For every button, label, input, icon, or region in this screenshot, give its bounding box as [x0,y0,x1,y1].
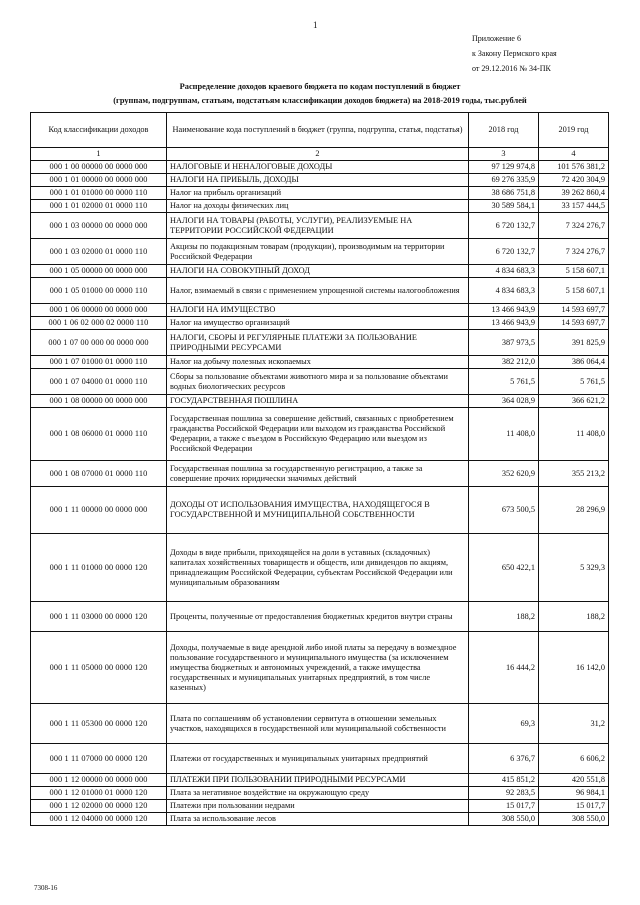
table-row [31,787,609,800]
code-cell: 000 1 08 07000 01 0000 110 [31,461,167,487]
value-2019-cell: 72 420 304,9 [539,174,609,187]
table-row [31,278,609,304]
code-cell: 000 1 01 00000 00 0000 000 [31,174,167,187]
table-row [31,461,609,487]
value-2019-cell: 11 408,0 [539,408,609,461]
appendix-line-1: Приложение 6 [472,34,521,43]
name-cell: Акцизы по подакцизным товарам (продукции), производимым на территории Российской Федерации [167,239,469,265]
value-2019-cell: 39 262 860,4 [539,187,609,200]
value-2019-cell: 308 550,0 [539,813,609,826]
table-row [31,304,609,317]
code-cell: 000 1 08 00000 00 0000 000 [31,395,167,408]
value-2019-cell: 5 329,3 [539,534,609,602]
name-cell: Плата по соглашениям об установлении сервитута в отношении земельных участков, находящихся в государственной или муниципальной собственности [167,704,469,744]
header-code: Код классификации доходов [31,113,167,148]
name-cell: НАЛОГОВЫЕ И НЕНАЛОГОВЫЕ ДОХОДЫ [167,161,469,174]
value-2018-cell: 415 851,2 [469,774,539,787]
table-row [31,704,609,744]
code-cell: 000 1 03 00000 00 0000 000 [31,213,167,239]
table-body [31,161,609,826]
name-cell: ГОСУДАРСТВЕННАЯ ПОШЛИНА [167,395,469,408]
value-2019-cell: 14 593 697,7 [539,317,609,330]
value-2019-cell: 96 984,1 [539,787,609,800]
code-cell: 000 1 11 05300 00 0000 120 [31,704,167,744]
table-row [31,369,609,395]
value-2019-cell: 355 213,2 [539,461,609,487]
value-2019-cell: 6 606,2 [539,744,609,774]
name-cell: Платежи от государственных и муниципальных унитарных предприятий [167,744,469,774]
value-2018-cell: 4 834 683,3 [469,278,539,304]
table-row [31,800,609,813]
value-2018-cell: 6 720 132,7 [469,239,539,265]
value-2019-cell: 33 157 444,5 [539,200,609,213]
code-cell: 000 1 07 00 000 00 0000 000 [31,330,167,356]
value-2019-cell: 15 017,7 [539,800,609,813]
code-cell: 000 1 07 04000 01 0000 110 [31,369,167,395]
value-2019-cell: 366 621,2 [539,395,609,408]
name-cell: Налог на имущество организаций [167,317,469,330]
code-cell: 000 1 11 00000 00 0000 000 [31,487,167,534]
name-cell: Сборы за пользование объектами животного мира и за пользование объектами водных биологических ресурсов [167,369,469,395]
value-2019-cell: 5 158 607,1 [539,278,609,304]
appendix-note [472,31,557,76]
index-4: 4 [539,148,609,161]
name-cell: НАЛОГИ НА СОВОКУПНЫЙ ДОХОД [167,265,469,278]
code-cell: 000 1 08 06000 01 0000 110 [31,408,167,461]
value-2019-cell: 7 324 276,7 [539,239,609,265]
table-row [31,813,609,826]
code-cell: 000 1 11 03000 00 0000 120 [31,602,167,632]
value-2018-cell: 13 466 943,9 [469,317,539,330]
code-cell: 000 1 05 01000 00 0000 110 [31,278,167,304]
name-cell: Доходы, получаемые в виде арендной либо иной платы за передачу в возмездное пользование государственного и муниципального имущества (за исключением имущества бюджетных и автономных учреждений, а также имущества государственных и муниципальных унитарных предприятий, в том числе казенных) [167,632,469,704]
title-line-2: (группам, подгруппам, статьям, подстатьям классификации доходов бюджета) на 2018-2019 годы, тыс.рублей [113,96,527,105]
value-2018-cell: 4 834 683,3 [469,265,539,278]
index-3: 3 [469,148,539,161]
value-2018-cell: 13 466 943,9 [469,304,539,317]
table-header-row [31,113,609,148]
code-cell: 000 1 11 01000 00 0000 120 [31,534,167,602]
table-row [31,265,609,278]
value-2019-cell: 31,2 [539,704,609,744]
value-2018-cell: 38 686 751,8 [469,187,539,200]
document-title [30,80,610,108]
value-2019-cell: 7 324 276,7 [539,213,609,239]
table-row [31,774,609,787]
table-row [31,161,609,174]
header-2019: 2019 год [539,113,609,148]
name-cell: ДОХОДЫ ОТ ИСПОЛЬЗОВАНИЯ ИМУЩЕСТВА, НАХОДЯЩЕГОСЯ В ГОСУДАРСТВЕННОЙ И МУНИЦИПАЛЬНОЙ СОБСТВЕННОСТИ [167,487,469,534]
revenue-table [30,112,609,826]
header-name: Наименование кода поступлений в бюджет (группа, подгруппа, статья, подстатья) [167,113,469,148]
name-cell: НАЛОГИ НА ПРИБЫЛЬ, ДОХОДЫ [167,174,469,187]
name-cell: Плата за использование лесов [167,813,469,826]
value-2018-cell: 352 620,9 [469,461,539,487]
value-2018-cell: 92 283,5 [469,787,539,800]
value-2019-cell: 16 142,0 [539,632,609,704]
table-row [31,632,609,704]
value-2018-cell: 69 276 335,9 [469,174,539,187]
value-2019-cell: 101 576 381,2 [539,161,609,174]
table-row [31,330,609,356]
code-cell: 000 1 01 02000 01 0000 110 [31,200,167,213]
name-cell: Плата за негативное воздействие на окружающую среду [167,787,469,800]
header-2018: 2018 год [469,113,539,148]
table-row [31,213,609,239]
value-2019-cell: 5 761,5 [539,369,609,395]
value-2019-cell: 5 158 607,1 [539,265,609,278]
code-cell: 000 1 03 02000 01 0000 110 [31,239,167,265]
value-2018-cell: 673 500,5 [469,487,539,534]
value-2018-cell: 97 129 974,8 [469,161,539,174]
table-row [31,174,609,187]
value-2018-cell: 650 422,1 [469,534,539,602]
appendix-line-3: от 29.12.2016 № 34-ПК [472,64,551,73]
value-2018-cell: 11 408,0 [469,408,539,461]
name-cell: Проценты, полученные от предоставления бюджетных кредитов внутри страны [167,602,469,632]
name-cell: Государственная пошлина за государственную регистрацию, а также за совершение прочих юридически значимых действий [167,461,469,487]
table-row [31,239,609,265]
index-1: 1 [31,148,167,161]
value-2019-cell: 420 551,8 [539,774,609,787]
code-cell: 000 1 06 02 000 02 0000 110 [31,317,167,330]
value-2019-cell: 188,2 [539,602,609,632]
value-2018-cell: 364 028,9 [469,395,539,408]
value-2018-cell: 15 017,7 [469,800,539,813]
name-cell: Налог на доходы физических лиц [167,200,469,213]
table-row [31,487,609,534]
value-2018-cell: 382 212,0 [469,356,539,369]
footer-code: 7308-16 [34,884,58,892]
name-cell: НАЛОГИ, СБОРЫ И РЕГУЛЯРНЫЕ ПЛАТЕЖИ ЗА ПОЛЬЗОВАНИЕ ПРИРОДНЫМИ РЕСУРСАМИ [167,330,469,356]
code-cell: 000 1 11 07000 00 0000 120 [31,744,167,774]
table-row [31,187,609,200]
code-cell: 000 1 12 01000 01 0000 120 [31,787,167,800]
name-cell: Доходы в виде прибыли, приходящейся на доли в уставных (складочных) капиталах хозяйственных товариществ и обществ, или дивидендов по акциям, принадлежащим Российской Федерации, субъектам Российской Федерации или муниципальным образованиям [167,534,469,602]
table-row [31,744,609,774]
code-cell: 000 1 01 01000 00 0000 110 [31,187,167,200]
title-line-1: Распределение доходов краевого бюджета по кодам поступлений в бюджет [179,82,461,91]
value-2018-cell: 30 589 584,1 [469,200,539,213]
value-2018-cell: 387 973,5 [469,330,539,356]
code-cell: 000 1 06 00000 00 0000 000 [31,304,167,317]
value-2018-cell: 308 550,0 [469,813,539,826]
table-index-row [31,148,609,161]
code-cell: 000 1 12 02000 00 0000 120 [31,800,167,813]
appendix-line-2: к Закону Пермского края [472,49,557,58]
name-cell: Налог на прибыль организаций [167,187,469,200]
value-2019-cell: 386 064,4 [539,356,609,369]
name-cell: ПЛАТЕЖИ ПРИ ПОЛЬЗОВАНИИ ПРИРОДНЫМИ РЕСУРСАМИ [167,774,469,787]
code-cell: 000 1 07 01000 01 0000 110 [31,356,167,369]
name-cell: НАЛОГИ НА ИМУЩЕСТВО [167,304,469,317]
name-cell: Государственная пошлина за совершение действий, связанных с приобретением гражданства Российской Федерации или выходом из гражданства Российской Федерации, а также с въездом в Российскую Федерацию или выездом из Российской Федерации [167,408,469,461]
value-2018-cell: 188,2 [469,602,539,632]
table-row [31,602,609,632]
page-number: 1 [313,20,318,30]
code-cell: 000 1 12 04000 00 0000 120 [31,813,167,826]
table-row [31,356,609,369]
name-cell: Налог, взимаемый в связи с применением упрощенной системы налогообложения [167,278,469,304]
code-cell: 000 1 11 05000 00 0000 120 [31,632,167,704]
name-cell: Налог на добычу полезных ископаемых [167,356,469,369]
table-row [31,408,609,461]
name-cell: Платежи при пользовании недрами [167,800,469,813]
code-cell: 000 1 12 00000 00 0000 000 [31,774,167,787]
value-2018-cell: 16 444,2 [469,632,539,704]
table-row [31,534,609,602]
code-cell: 000 1 05 00000 00 0000 000 [31,265,167,278]
table-row [31,395,609,408]
value-2018-cell: 6 720 132,7 [469,213,539,239]
table-row [31,317,609,330]
value-2018-cell: 69,3 [469,704,539,744]
name-cell: НАЛОГИ НА ТОВАРЫ (РАБОТЫ, УСЛУГИ), РЕАЛИЗУЕМЫЕ НА ТЕРРИТОРИИ РОССИЙСКОЙ ФЕДЕРАЦИИ [167,213,469,239]
value-2019-cell: 14 593 697,7 [539,304,609,317]
index-2: 2 [167,148,469,161]
value-2019-cell: 391 825,9 [539,330,609,356]
value-2018-cell: 6 376,7 [469,744,539,774]
code-cell: 000 1 00 00000 00 0000 000 [31,161,167,174]
table-row [31,200,609,213]
value-2018-cell: 5 761,5 [469,369,539,395]
value-2019-cell: 28 296,9 [539,487,609,534]
